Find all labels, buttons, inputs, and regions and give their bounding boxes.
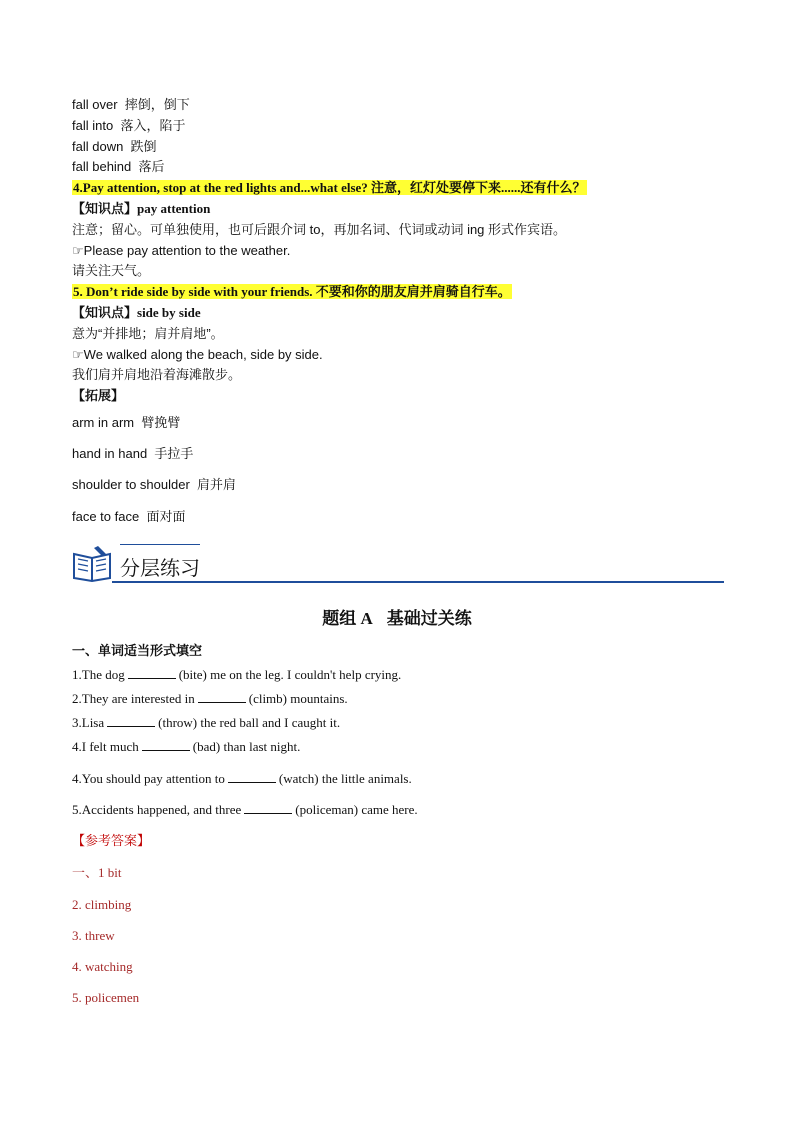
phrase-line: fall over 摔倒，倒下 [72,97,190,112]
answer-blank[interactable] [142,738,190,751]
exercise-item: 4.You should pay attention to (watch) the little animals. [72,771,412,786]
answer-item: 5. policemen [72,990,140,1005]
extension-item: shoulder to shoulder 肩并肩 [72,477,237,492]
section-header [72,542,724,584]
exercise-item: 4.I felt much (bad) than last night. [72,739,301,754]
answer-blank[interactable] [228,770,276,783]
answer-blank[interactable] [198,690,246,703]
point4-note: 注意；留心。可单独使用，也可后跟介词 to，再加名词、代词或动词 ing 形式作宾语。 [72,222,567,237]
extension-item: hand in hand 手拉手 [72,446,194,461]
phrase-line: fall into 落入，陷于 [72,118,186,133]
answer-item: 4. watching [72,959,133,974]
point5-note: 意为“并排地；肩并肩地”。 [72,326,224,341]
exercise-item: 3.Lisa (throw) the red ball and I caught it. [72,715,341,730]
point4-example-zh: 请关注天气。 [72,263,151,278]
group-title: 题组 A 基础过关练 [322,609,472,628]
extension-item: arm in arm 臂挽臂 [72,415,181,430]
point5-example-en: ☞We walked along the beach, side by side. [72,347,323,362]
point4-example-en: ☞Please pay attention to the weather. [72,243,291,258]
open-book-icon [72,544,112,582]
answers-tag: 【参考答案】 [72,833,151,848]
point4-keyword-line: 【知识点】pay attention [72,201,211,216]
phrase-line: fall down 跌倒 [72,139,157,154]
answer-item: 3. threw [72,928,115,943]
point5-heading: 5. Don’t ride side by side with your friends. 不要和你的朋友肩并肩骑自行车。 [73,284,511,299]
exercise-item: 2.They are interested in (climb) mountains. [72,691,348,706]
answer-blank[interactable] [128,666,176,679]
exercise-item: 1.The dog (bite) me on the leg. I couldn't help crying. [72,667,402,682]
exercise-item: 5.Accidents happened, and three (policeman) came here. [72,802,418,817]
header-rule [112,581,724,583]
point5-example-zh: 我们肩并肩地沿着海滩散步。 [72,367,242,382]
extension-item: face to face 面对面 [72,509,186,524]
point5-keyword-line: 【知识点】side by side [72,305,201,320]
answer-blank[interactable] [244,801,292,814]
exercise-heading: 一、单词适当形式填空 [72,643,203,658]
phrase-line: fall behind 落后 [72,159,165,174]
section-header-label: 分层练习 [120,556,200,580]
point4-heading: 4.Pay attention, stop at the red lights and...what else? 注意，红灯处要停下来......还有什么？ [73,180,586,195]
answer-item: 2. climbing [72,897,132,912]
answer-item: 一、1 bit [72,865,122,880]
extension-tag: 【拓展】 [72,388,125,403]
header-top-rule [120,544,200,545]
answer-blank[interactable] [107,714,155,727]
